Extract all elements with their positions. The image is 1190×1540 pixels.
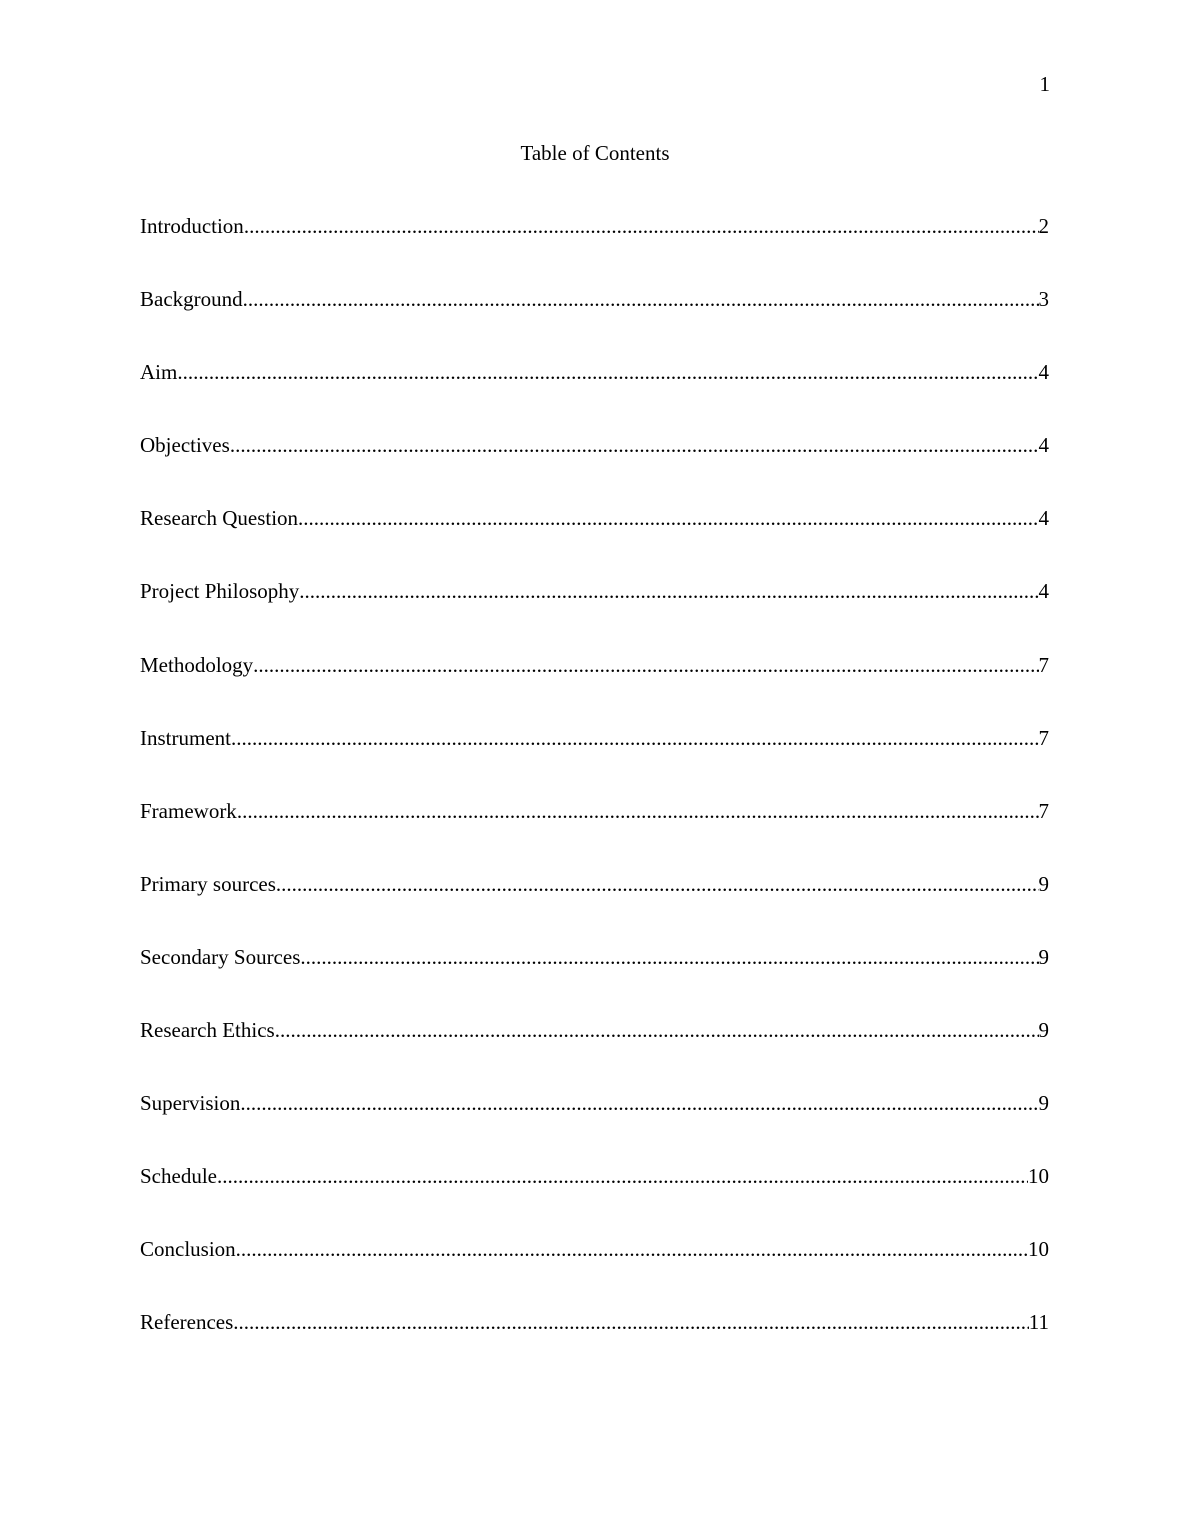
dot-leader [300, 943, 1038, 971]
toc-entry-page: 9 [1038, 1018, 1049, 1043]
toc-entry-page: 9 [1038, 944, 1049, 969]
toc-entry-label: Objectives [140, 433, 230, 458]
toc-entry-page: 11 [1028, 1310, 1049, 1335]
toc-entry-page: 4 [1038, 579, 1049, 604]
page-number: 1 [1039, 72, 1050, 96]
dot-leader [237, 797, 1039, 825]
toc-entry-page: 4 [1038, 506, 1049, 531]
dot-leader [177, 358, 1038, 386]
toc-entry-label: Background [140, 287, 243, 312]
toc-entry-label: Aim [140, 360, 178, 385]
toc-entry-label: Secondary Sources [140, 944, 301, 969]
dot-leader [231, 724, 1039, 752]
toc-entry-research-question[interactable] [140, 504, 1049, 577]
toc-entry-label: Research Ethics [140, 1018, 275, 1043]
dot-leader [275, 1016, 1039, 1044]
toc-entry-page: 9 [1038, 871, 1049, 896]
toc-entry-page: 7 [1038, 725, 1049, 750]
dot-leader [240, 1089, 1038, 1117]
toc-entry-page: 7 [1038, 652, 1049, 677]
toc-entry-references[interactable] [140, 1308, 1049, 1381]
toc-entry-methodology[interactable] [140, 651, 1049, 724]
dot-leader [253, 651, 1038, 679]
toc-title: Table of Contents [520, 141, 670, 165]
toc-entry-label: Project Philosophy [140, 579, 300, 604]
toc-entry-label: Introduction [140, 214, 244, 238]
dot-leader [236, 1235, 1028, 1263]
toc-entry-page: 10 [1028, 1164, 1049, 1189]
toc-entry-background[interactable] [140, 285, 1049, 358]
dot-leader [233, 1308, 1028, 1336]
toc-entry-page: 2 [1038, 214, 1049, 238]
toc-entry-label: Primary sources [140, 871, 276, 896]
toc-entry-label: Schedule [140, 1164, 217, 1189]
toc-entry-page: 9 [1038, 1091, 1049, 1116]
toc-entry-framework[interactable] [140, 797, 1049, 870]
toc-entry-research-ethics[interactable] [140, 1016, 1049, 1089]
toc-entry-label: Supervision [140, 1091, 241, 1116]
dot-leader [217, 1162, 1028, 1190]
toc-entry-page: 7 [1038, 798, 1049, 823]
dot-leader [230, 431, 1039, 459]
toc-entry-label: References [140, 1310, 234, 1335]
dot-leader [244, 212, 1039, 240]
toc-entry-page: 3 [1038, 287, 1049, 312]
toc-entry-schedule[interactable] [140, 1162, 1049, 1235]
toc-entry-conclusion[interactable] [140, 1235, 1049, 1308]
toc-entry-page: 4 [1038, 433, 1049, 458]
toc-entry-secondary-sources[interactable] [140, 943, 1049, 1016]
toc-entry-label: Methodology [140, 652, 254, 677]
dot-leader [298, 504, 1038, 532]
toc-entry-primary-sources[interactable] [140, 870, 1049, 943]
toc-entry-supervision[interactable] [140, 1089, 1049, 1162]
toc-entry-aim[interactable] [140, 358, 1049, 431]
toc-entry-page: 10 [1028, 1237, 1049, 1262]
toc-entry-label: Research Question [140, 506, 299, 531]
toc-list [140, 212, 1049, 1382]
toc-entry-label: Framework [140, 798, 237, 823]
dot-leader [276, 870, 1039, 898]
toc-entry-label: Conclusion [140, 1237, 236, 1262]
dot-leader [243, 285, 1039, 313]
toc-entry-project-philosophy[interactable] [140, 577, 1049, 650]
toc-entry-label: Instrument [140, 725, 231, 750]
dot-leader [299, 577, 1038, 605]
toc-entry-instrument[interactable] [140, 724, 1049, 797]
toc-entry-introduction[interactable] [140, 212, 1049, 285]
toc-entry-page: 4 [1038, 360, 1049, 385]
toc-entry-objectives[interactable] [140, 431, 1049, 504]
